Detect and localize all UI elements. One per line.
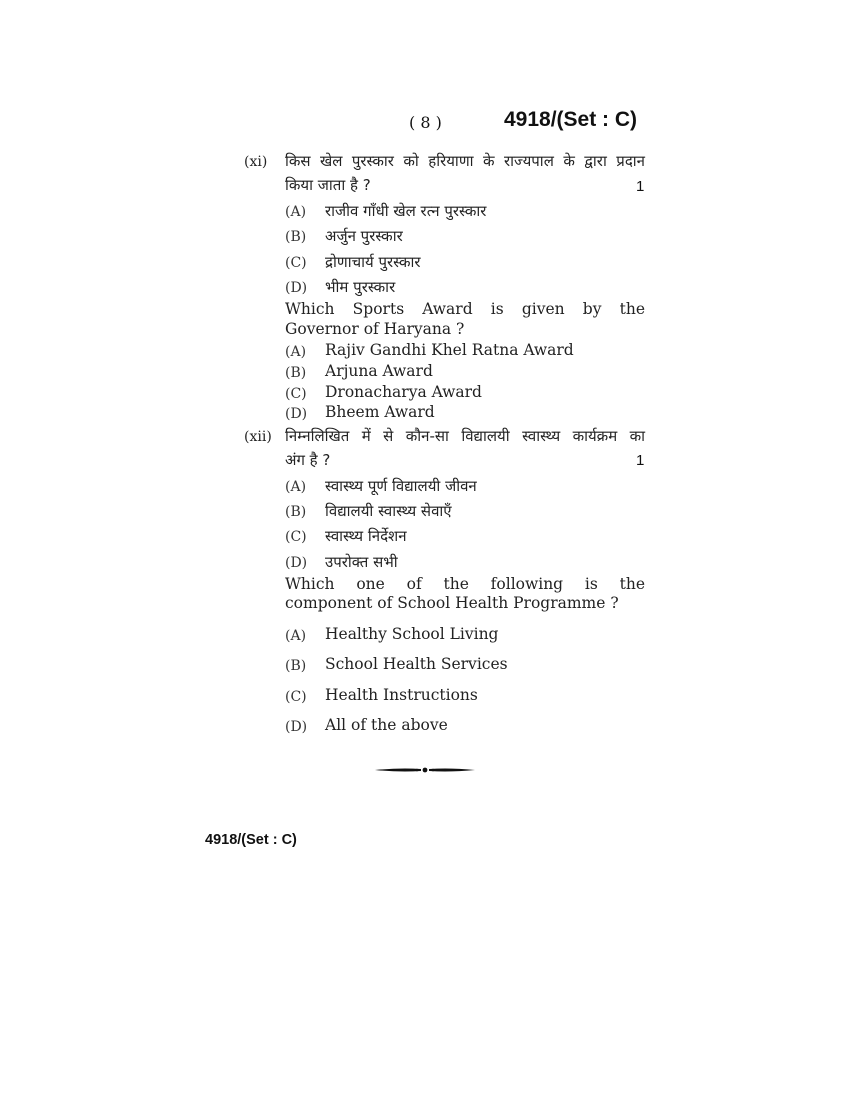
option-text-english: All of the above [325, 716, 448, 734]
option-text-hindi: भीम पुरस्कार [325, 278, 396, 296]
option-label: (D) [285, 719, 308, 735]
option-label: (B) [285, 658, 307, 674]
option-text-english: Health Instructions [325, 686, 478, 704]
option-label: (C) [285, 386, 307, 402]
option-text-english: Bheem Award [325, 403, 435, 421]
option-label: (A) [285, 628, 307, 644]
footer-set-code: 4918/(Set : C) [205, 832, 297, 848]
option-label: (A) [285, 479, 307, 495]
question-text-english: Which Sports Award is given by the [285, 300, 645, 318]
option-text-english: School Health Services [325, 655, 508, 673]
option-text-hindi: राजीव गाँधी खेल रत्न पुरस्कार [325, 202, 487, 220]
option-text-english: Healthy School Living [325, 625, 499, 643]
question-text-english-cont: component of School Health Programme ? [285, 594, 619, 612]
option-label: (B) [285, 504, 307, 520]
question-number: (xi) [244, 154, 268, 170]
option-label: (C) [285, 255, 307, 271]
question-text-hindi-cont: अंग है ? [285, 451, 331, 469]
option-label: (D) [285, 555, 308, 571]
option-label: (B) [285, 229, 307, 245]
option-label: (C) [285, 689, 307, 705]
page-number: ( 8 ) [409, 113, 442, 132]
paper-set-code: 4918/(Set : C) [504, 108, 638, 131]
option-text-hindi: स्वास्थ्य निर्देशन [325, 527, 407, 545]
question-text-english: Which one of the following is the [285, 575, 645, 593]
marks: 1 [636, 452, 645, 469]
option-text-hindi: अर्जुन पुरस्कार [325, 227, 403, 245]
option-text-hindi: स्वास्थ्य पूर्ण विद्यालयी जीवन [325, 477, 477, 495]
question-text-hindi-cont: किया जाता है ? [285, 176, 371, 194]
option-text-hindi: द्रोणाचार्य पुरस्कार [325, 253, 421, 271]
marks: 1 [636, 178, 645, 195]
question-text-hindi: निम्नलिखित में से कौन-सा विद्यालयी स्वास्थ्य कार्यक्रम का [285, 427, 645, 445]
option-label: (C) [285, 529, 307, 545]
option-text-hindi: उपरोक्त सभी [325, 553, 398, 571]
option-label: (D) [285, 406, 308, 422]
option-text-english: Dronacharya Award [325, 383, 482, 401]
option-text-english: Rajiv Gandhi Khel Ratna Award [325, 341, 574, 359]
option-label: (B) [285, 365, 307, 381]
question-text-english-cont: Governor of Haryana ? [285, 320, 465, 338]
end-of-paper-ornament [374, 764, 476, 776]
option-label: (D) [285, 280, 308, 296]
option-label: (A) [285, 204, 307, 220]
option-label: (A) [285, 344, 307, 360]
option-text-english: Arjuna Award [325, 362, 433, 380]
option-text-hindi: विद्यालयी स्वास्थ्य सेवाएँ [325, 502, 452, 520]
question-text-hindi: किस खेल पुरस्कार को हरियाणा के राज्यपाल के द्वारा प्रदान [285, 152, 645, 170]
question-number: (xii) [244, 429, 272, 445]
